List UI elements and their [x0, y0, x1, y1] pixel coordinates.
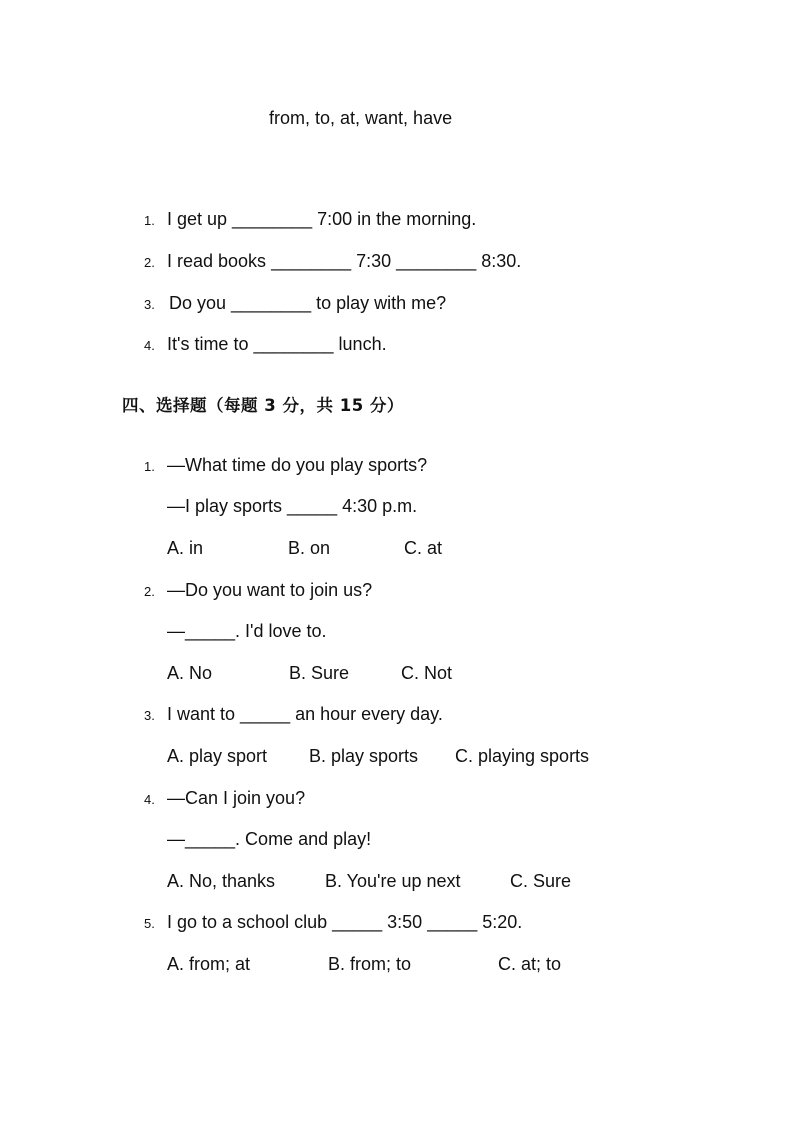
mc-option: A. No, thanks	[167, 871, 276, 891]
mc-option: B. from; to	[328, 954, 412, 974]
mc-question-number: 1.	[144, 459, 155, 474]
mc-option: B. on	[288, 538, 331, 558]
fill-blank-number: 1.	[144, 213, 155, 228]
mc-option: C. at; to	[498, 954, 562, 974]
section-heading: 四、选择题（每题 3 分，共 15 分）	[122, 396, 404, 415]
mc-option: C. at	[404, 538, 443, 558]
mc-option: A. No	[167, 663, 213, 683]
mc-option: A. in	[167, 538, 204, 558]
mc-option: B. Sure	[289, 663, 350, 683]
mc-question-number: 3.	[144, 708, 155, 723]
mc-question-line: —_____. Come and play!	[167, 829, 372, 849]
fill-blank-number: 3.	[144, 297, 155, 312]
mc-question-line: —What time do you play sports?	[167, 455, 428, 475]
mc-option: A. from; at	[167, 954, 251, 974]
word-bank: from, to, at, want, have	[269, 108, 453, 128]
fill-blank-text: I get up ________ 7:00 in the morning.	[167, 209, 477, 229]
mc-option: A. play sport	[167, 746, 268, 766]
fill-blank-text: It's time to ________ lunch.	[167, 334, 387, 354]
fill-blank-text: Do you ________ to play with me?	[169, 293, 447, 313]
fill-blank-number: 2.	[144, 255, 155, 270]
mc-question-number: 5.	[144, 916, 155, 931]
mc-question-number: 4.	[144, 792, 155, 807]
mc-question-line: —Can I join you?	[167, 788, 306, 808]
mc-question-line: —I play sports _____ 4:30 p.m.	[167, 496, 418, 516]
fill-blank-text: I read books ________ 7:30 ________ 8:30.	[167, 251, 522, 271]
mc-question-line: —Do you want to join us?	[167, 580, 373, 600]
mc-option: B. play sports	[309, 746, 419, 766]
mc-question-line: —_____. I'd love to.	[167, 621, 327, 641]
mc-option: C. playing sports	[455, 746, 590, 766]
mc-option: C. Sure	[510, 871, 572, 891]
mc-option: C. Not	[401, 663, 453, 683]
mc-option: B. You're up next	[325, 871, 461, 891]
fill-blank-number: 4.	[144, 338, 155, 353]
mc-question-number: 2.	[144, 584, 155, 599]
mc-question-line: I go to a school club _____ 3:50 _____ 5:20.	[167, 912, 523, 932]
mc-question-line: I want to _____ an hour every day.	[167, 704, 443, 724]
